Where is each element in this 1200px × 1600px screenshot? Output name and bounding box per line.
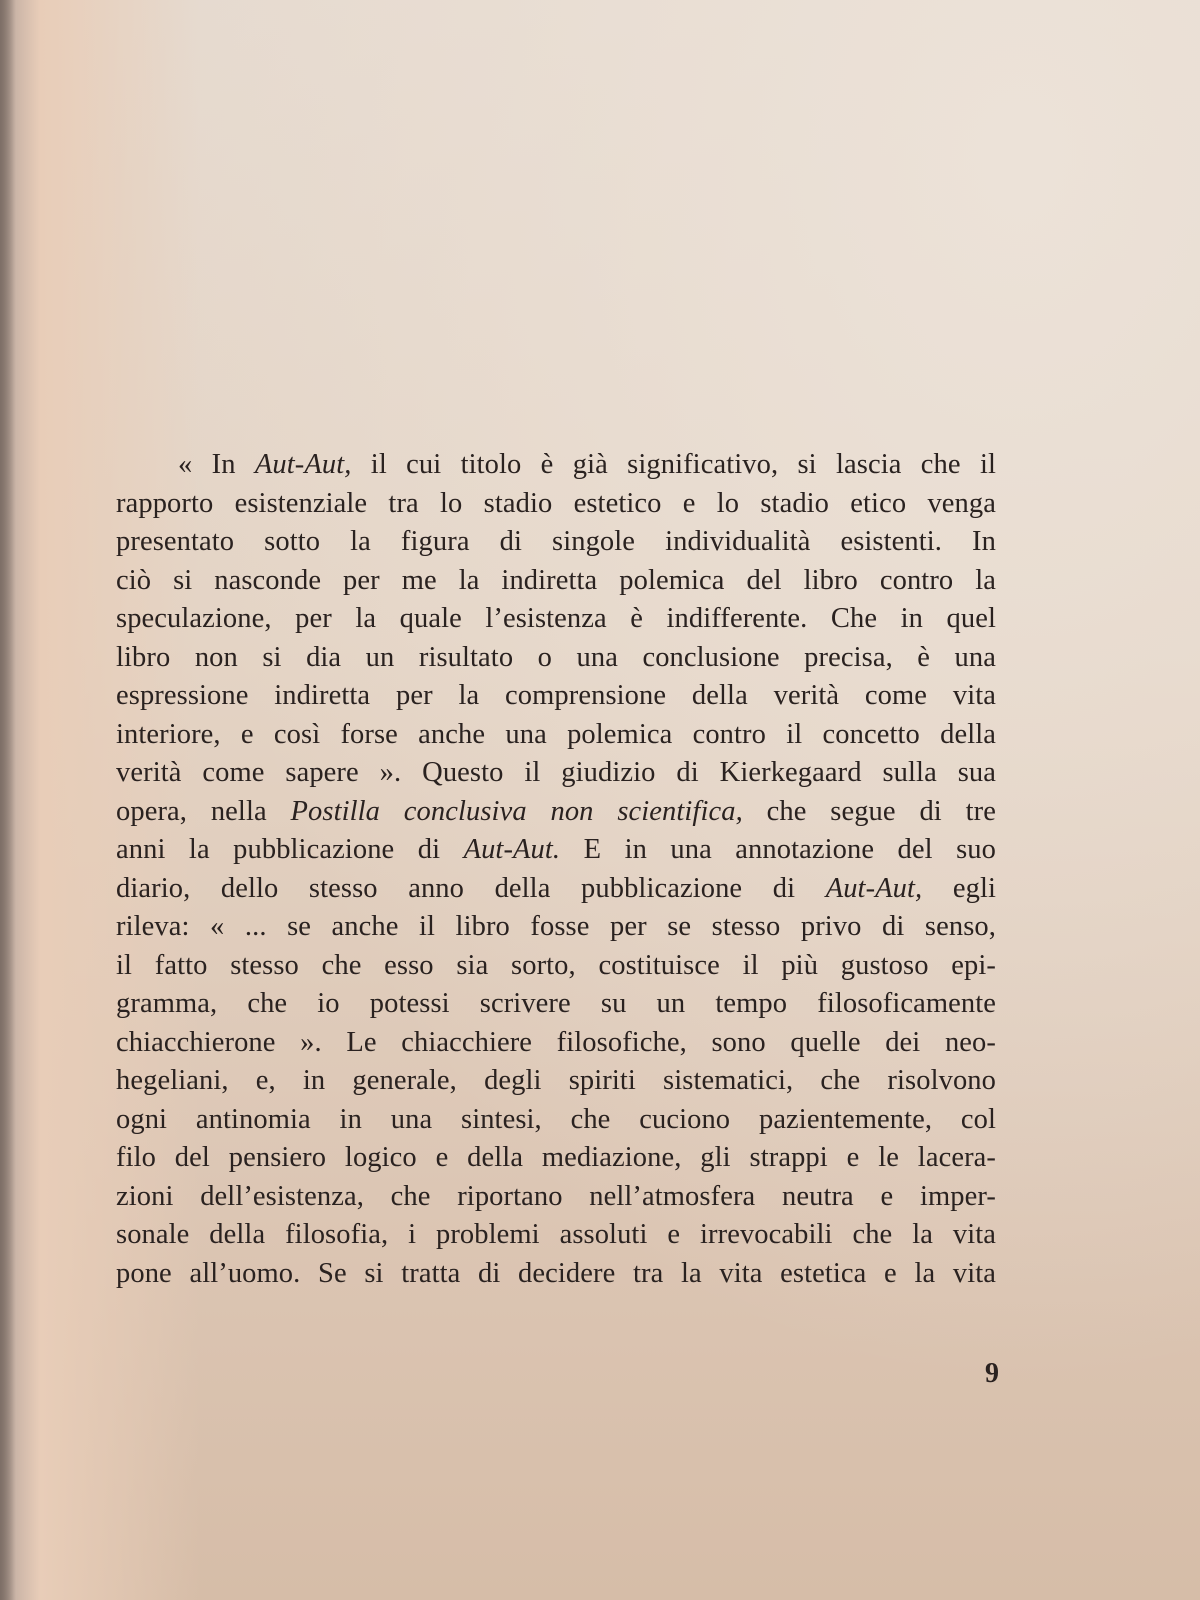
text-line [116, 831, 996, 870]
italic-title: Aut-Aut. [463, 834, 561, 865]
text-segment: presentato sotto la figura di singole individualità esistenti. In [116, 526, 996, 557]
text-line [116, 485, 996, 524]
text-line [116, 1255, 996, 1294]
text-line [116, 1139, 996, 1178]
text-segment: ciò si nasconde per me la indiretta polemica del libro contro la [116, 564, 996, 596]
text-segment: rapporto esistenziale tra lo stadio estetico e lo stadio etico venga [116, 487, 996, 519]
text-line [116, 523, 996, 562]
text-segment: rileva: « ... se anche il libro fosse per se stesso privo di senso, [116, 911, 996, 942]
text-line [116, 1101, 996, 1140]
text-line [116, 793, 996, 832]
text-line [116, 870, 996, 909]
text-segment: pone all’uomo. Se si tratta di decidere tra la vita estetica e la vita [116, 1257, 996, 1289]
book-spine-shadow [0, 0, 16, 1600]
page-number: 9 [985, 1358, 999, 1389]
text-segment: gramma, che io potessi scrivere su un tempo filosoficamente [116, 988, 996, 1019]
text-segment: « In [178, 449, 255, 480]
text-line [116, 1216, 996, 1255]
text-line [116, 600, 996, 639]
text-line [116, 716, 996, 755]
text-segment: verità come sapere ». Questo il giudizio di Kierkegaard sulla sua [116, 757, 996, 788]
text-segment: chiacchierone ». Le chiacchiere filosofiche, sono quelle dei neo- [116, 1026, 996, 1058]
italic-title: Aut-Aut, [254, 449, 352, 480]
text-segment: diario, dello stesso anno della pubblicazione di [116, 872, 826, 904]
text-line [116, 1178, 996, 1217]
text-segment: interiore, e così forse anche una polemica contro il concetto della [116, 718, 996, 750]
text-segment: speculazione, per la quale l’esistenza è indifferente. Che in quel [116, 603, 996, 634]
text-line [116, 947, 996, 986]
text-segment: che segue di tre [742, 795, 996, 827]
text-line [116, 908, 996, 947]
italic-title: Postilla conclusiva non scientifica, [290, 795, 743, 827]
body-text [116, 446, 996, 1293]
text-segment: anni la pubblicazione di [116, 834, 464, 865]
text-line [116, 754, 996, 793]
text-segment: zioni dell’esistenza, che riportano nell’atmosfera neutra e imper- [116, 1180, 996, 1212]
text-segment: opera, nella [116, 795, 291, 827]
text-segment: filo del pensiero logico e della mediazione, gli strappi e le lacera- [116, 1142, 996, 1173]
text-segment: il fatto stesso che esso sia sorto, costituisce il più gustoso epi- [116, 949, 996, 981]
text-line [116, 446, 996, 485]
text-segment: il cui titolo è già significativo, si lascia che il [351, 449, 996, 480]
text-segment: E in una annotazione del suo [560, 834, 996, 865]
text-line [116, 1024, 996, 1063]
text-line [116, 677, 996, 716]
text-line [116, 985, 996, 1024]
text-segment: libro non si dia un risultato o una conclusione precisa, è una [116, 641, 996, 673]
text-segment: ogni antinomia in una sintesi, che cuciono pazientemente, col [116, 1103, 996, 1135]
text-segment: egli [922, 872, 996, 904]
text-segment: hegeliani, e, in generale, degli spiriti sistematici, che risolvono [116, 1065, 996, 1096]
italic-title: Aut-Aut, [825, 872, 923, 904]
text-line [116, 1062, 996, 1101]
text-segment: sonale della filosofia, i problemi assoluti e irrevocabili che la vita [116, 1219, 996, 1250]
text-segment: espressione indiretta per la comprensione della verità come vita [116, 680, 996, 711]
text-line [116, 562, 996, 601]
text-line [116, 639, 996, 678]
